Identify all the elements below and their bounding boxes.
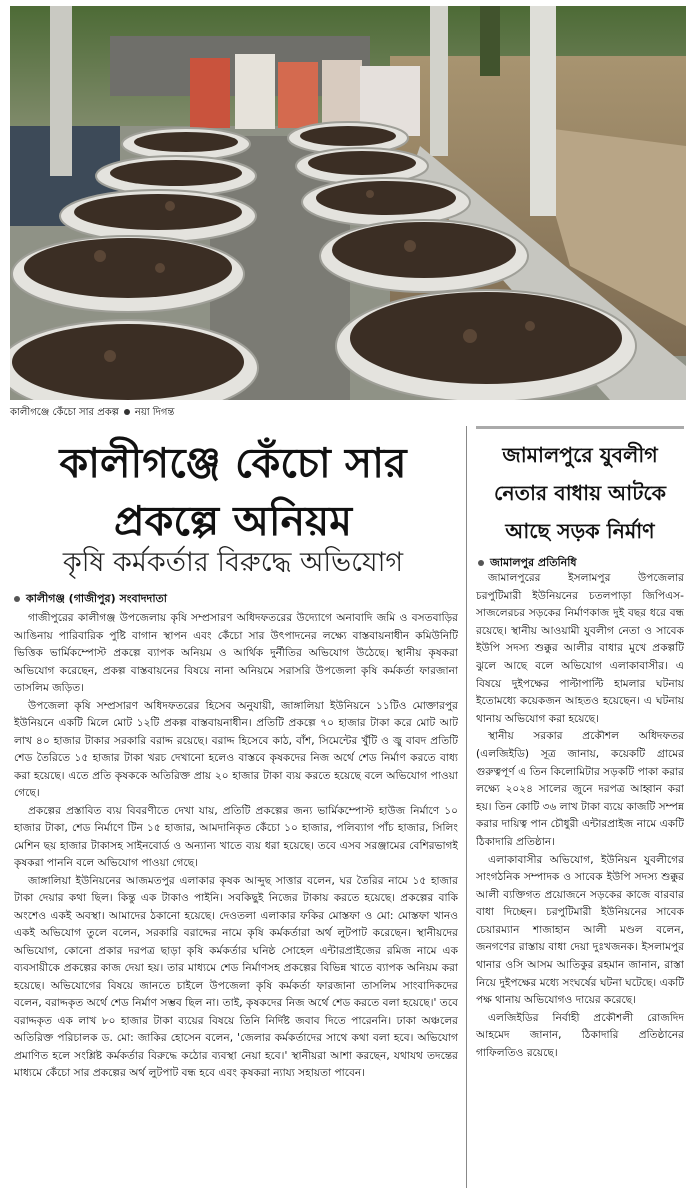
side-paragraph: এলাকাবাসীর অভিযোগ, ইউনিয়ন যুবলীগের সাংগঠনিক সম্পাদক ও সাবেক ইউপি সদস্য শুক্কুর আলী ব্যক্তিগত প্রয়োজনে সড়কের কাজে বারবার বাধা দিচ্ছেন। চরপুটিমারী ইউনিয়নের সাবেক চেয়ারম্যান শাজাহান আলী মণ্ডল বলেন, জনগণের রাস্তায় বাধা দেয়া দুঃখজনক। ইসলামপুর থানার ওসি আসম আতিকুর রহমান জানান, রাস্তা নিয়ে দুইপক্ষের মধ্যে সংঘর্ষের ঘটনা ঘটেছে। একটি পক্ষ থানায় অভিযোগও দায়ের করেছে। bbox=[476, 853, 684, 1007]
main-paragraph: উপজেলা কৃষি সম্প্রসারণ অধিদফতরের হিসেব অনুযায়ী, জাঙ্গালিয়া ইউনিয়নে ১১টিও মোক্তারপুর ইউনিয়নে একটি মিলে মোট ১২টি প্রকল্প বাস্তবায়নাধীন। প্রতিটি প্রকল্পে ৭০ হাজার টাকা করে মোট আট লাখ ৪০ হাজার টাকার সরকারি বরাদ্দ রয়েছে। বরাদ্দ হিসেবে কাঠ, বাঁশ, সিমেন্টের খুঁটি ও জ্বু বাবদ প্রতিটি শেড তৈরিতে ১৫ হাজার টাকা খরচ দেখানো হলেও বাস্তবে কৃষকদের নিজ অর্থে শেড নির্মাণ করতে বাধ্য করা হয়েছে। এতে প্রতি কৃষককে অতিরিক্ত প্রায় ২০ হাজার টাকা ব্যয় করতে হয়েছে বলে অভিযোগ পাওয়া গেছে। bbox=[14, 699, 458, 799]
caption-text: কালীগঞ্জে কেঁচো সার প্রকল্প bbox=[10, 407, 119, 418]
main-paragraph: প্রকল্পের প্রস্তাবিত ব্যয় বিবরণীতে দেখা যায়, প্রতিটি প্রকল্পের জন্য ভার্মিকম্পোস্ট হাউজ নির্মাণে ১০ হাজার টাকা, শেড নির্মাণে টিন ১৫ হাজার, আমদানিকৃত কেঁচো ১০ হাজার, পলিব্যাগ পাঁচ হাজার, সিলিং মেশিন ছয় হাজার টাকাসহ সাইনবোর্ড ও অন্যান্য খাতে ব্যয় ধরা হয়েছে। তবে এসব সরঞ্জামের বেশিরভাগই কৃষকরা পাননি বলে অভিযোগ পাওয়া গেছে। bbox=[14, 804, 458, 869]
compost-ring-photo bbox=[10, 6, 686, 400]
compost-pits-illustration bbox=[10, 6, 686, 400]
main-headline-line-2: প্রকল্পে অনিয়ম bbox=[114, 497, 352, 545]
byline-dot-icon bbox=[478, 560, 484, 566]
photo-caption bbox=[10, 404, 570, 422]
main-paragraph: জাঙ্গালিয়া ইউনিয়নের আজমতপুর এলাকার কৃষক আব্দুছ সাত্তার বলেন, ঘর তৈরির নামে ১৫ হাজার টাকা দেয়ার কথা ছিল। কিন্তু এক টাকাও পাইনি। সবকিছুই নিজের টাকায় করতে হয়েছে। প্রকল্পের বাকি অংশেও একই অবস্থা। আমাদের ঠকানো হয়েছে। দেওতলা এলাকার ফকির মোস্তফা ও মো: মোস্তফা খানও একই অভিযোগ তুলে বলেন, সরকারি বরাদ্দের নামে কৃষি কর্মকর্তারা অর্থ লুটপাট করেছেন। স্থানীয়দের অভিযোগ, কোনো প্রকার দরপত্র ছাড়া কৃষি কর্মকর্তার ঘনিষ্ঠ সোহেল এন্টারপ্রাইজের রমিজ নামে এক ব্যবসায়ীকে প্রকল্পের কাজ দেয়া হয়। তার মাধ্যমে শেড নির্মাণসহ প্রকল্পের বিভিন্ন খাতে ব্যাপক অনিয়ম করা হয়েছে। অভিযোগের বিষয়ে জানতে চাইলে উপজেলা কৃষি কর্মকর্তা ফারজানা তাসলিম সাংবাদিকদের বলেন, বরাদ্দকৃত অর্থে শেড নির্মাণ সম্ভব ছিল না। তাই, কৃষকদের নিজ অর্থে শেড করতে বলা হয়েছে।' তবে বরাদ্দকৃত এক লাখ ৮০ হাজার টাকা ব্যয়ের বিষয়ে তিনি নির্দিষ্ট জবাব দিতে পারেননি। ঢাকা অঞ্চলের অতিরিক্ত পরিচালক ড. মো: জাকির হোসেন বলেন, 'জেলার কর্মকর্তাদের সাথে কথা বলা হবে। অভিযোগ প্রমাণিত হলে সংশ্লিষ্ট কর্মকর্তার বিরুদ্ধে কঠোর ব্যবস্থা নেয়া হবে।' স্থানীয়রা আশা করছেন, যথাযথ তদন্তের মাধ্যমে কেঁচো সার প্রকল্পের অর্থ লুটপাট বন্ধ হবে এবং কৃষকরা ন্যায্য সহায়তা পাবেন। bbox=[14, 874, 458, 1079]
side-headline-line-1: জামালপুরে যুবলীগ bbox=[502, 443, 658, 467]
side-paragraph: স্থানীয় সরকার প্রকৌশল অধিদফতর (এলজিইডি) সূত্র জানায়, কয়েকটি গ্রামের গুরুত্বপূর্ণ এ তিন কিলোমিটার সড়কটি পাকা করার লক্ষ্যে ২০২৪ সালের জুনে দরপত্র আহ্বান করা হয়। তিন কোটি ৩৬ লাখ টাকা ব্যয়ে কাজটি সম্পন্ন করার দায়িত্ব পান চৌধুরী এন্টারপ্রাইজ নামে একটি ঠিকাদারি প্রতিষ্ঠান। bbox=[476, 730, 684, 848]
side-byline-text: জামালপুর প্রতিনিধি bbox=[490, 556, 577, 569]
main-headline-line-1: কালীগঞ্জে কেঁচো সার bbox=[59, 439, 407, 487]
main-byline-text: কালীগঞ্জ (গাজীপুর) সংবাদদাতা bbox=[26, 592, 167, 605]
main-headline bbox=[10, 434, 456, 550]
side-headline-line-3: আছে সড়ক নির্মাণ bbox=[505, 519, 655, 543]
photo-credit: নয়া দিগন্ত bbox=[134, 407, 175, 418]
caption-separator-dot bbox=[124, 409, 130, 415]
byline-dot-icon bbox=[14, 596, 20, 602]
side-article-top-rule bbox=[476, 426, 684, 429]
side-headline-line-2: নেতার বাধায় আটকে bbox=[494, 481, 666, 505]
main-subheadline: কৃষি কর্মকর্তার বিরুদ্ধে অভিযোগ bbox=[62, 547, 404, 578]
side-article-body bbox=[476, 570, 684, 1188]
main-byline bbox=[14, 590, 454, 608]
main-article-body bbox=[14, 610, 458, 1188]
side-paragraph: জামালপুরের ইসলামপুর উপজেলার চরপুটিমারী ইউনিয়নের চতলপাড়া জিপিএস-সাজলেরচর সড়কের নির্মাণকাজ দুই বছর ধরে বন্ধ রয়েছে। স্থানীয় আওয়ামী যুবলীগ নেতা ও সাবেক ইউপি সদস্য শুক্কুর আলীর বাধার মুখে প্রকল্পটি ঝুলে আছে বলে অভিযোগ এলাকাবাসীর। এ বিষয়ে দুইপক্ষের পাল্টাপাল্টি হামলার ঘটনায় ইতোমধ্যে কয়েকজন আহতও হয়েছেন। এ ঘটনায় থানায় অভিযোগ করা হয়েছে। bbox=[476, 572, 684, 725]
side-headline bbox=[476, 436, 684, 550]
side-paragraph: এলজিইডির নির্বাহী প্রকৌশলী রোজদিদ আহমেদ জানান, ঠিকাদারি প্রতিষ্ঠানের গাফিলতিও রয়েছে। bbox=[476, 1011, 684, 1060]
column-divider bbox=[466, 426, 467, 1188]
main-paragraph: গাজীপুরের কালীগঞ্জ উপজেলায় কৃষি সম্প্রসারণ অধিদফতরের উদ্যোগে অনাবাদি জমি ও বসতবাড়ির আঙিনায় পারিবারিক পুষ্টি বাগান স্থাপন এবং কেঁচো সার উৎপাদনের লক্ষ্যে বাস্তবায়নাধীন কমিউনিটি ভিত্তিক ভার্মিকম্পোস্ট প্রকল্পে ব্যাপক অনিয়ম ও আর্থিক দুর্নীতির অভিযোগ উঠেছে। স্থানীয় কৃষকরা অভিযোগ করেছেন, প্রকল্প বাস্তবায়নের বিষয়ে নানা অনিয়মে সরাসরি উপজেলা কৃষি কর্মকর্তা ফারজানা তাসলিম জড়িত। bbox=[14, 612, 458, 694]
